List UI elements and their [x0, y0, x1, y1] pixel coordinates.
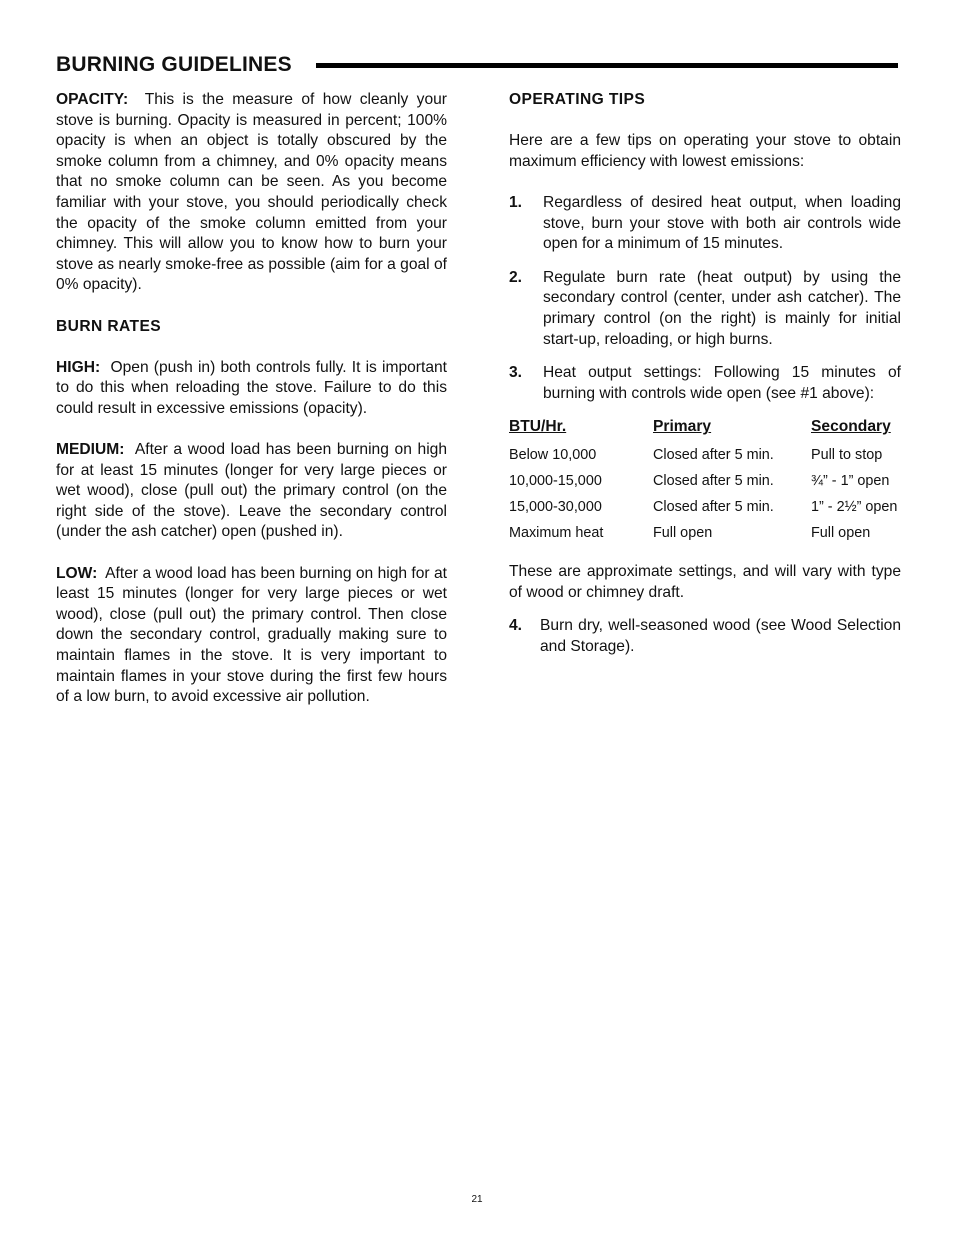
settings-note: These are approximate settings, and will vary with type of wood or chimney draft.	[509, 562, 901, 601]
burn-rates-heading: BURN RATES	[56, 317, 162, 335]
tip-item	[509, 363, 901, 404]
tip-item	[509, 268, 901, 350]
table-cell: Closed after 5 min.	[653, 446, 774, 463]
table-cell: Full open	[811, 524, 871, 541]
low-label: LOW:	[56, 564, 98, 582]
table-cell: Below 10,000	[509, 446, 597, 463]
tip-number: 2.	[509, 268, 523, 286]
table-row	[509, 442, 901, 468]
high-paragraph	[56, 358, 447, 420]
tip-number: 4.	[509, 617, 523, 635]
table-header-secondary: Secondary	[811, 418, 891, 436]
page-title: BURNING GUIDELINES	[56, 53, 292, 76]
operating-tips-intro: Here are a few tips on operating your stove to obtain maximum efficiency with lowest emissions:	[509, 132, 901, 170]
low-paragraph	[56, 564, 447, 708]
left-column	[56, 90, 447, 728]
low-text: After a wood load has been burning on high for at least 15 minutes (longer for very large pieces or wet wood), close (pull out) the primary control. Then close down the secondary control, gradually making sure to maintain flames in the stove. It is very important to maintain flames in your stove during the first few hours of a low burn, to avoid excessive air pollution.	[56, 564, 447, 706]
table-row	[509, 520, 901, 546]
table-cell: Closed after 5 min.	[653, 472, 774, 489]
tip-text: Regulate burn rate (heat output) by using the secondary control (center, under ash catcher). The primary control (on the right) is mainly for initial start-up, reloading, or high burns.	[543, 268, 901, 348]
tip-item	[509, 193, 901, 255]
opacity-text: This is the measure of how cleanly your stove is burning. Opacity is measured in percent; 100% opacity is when an object is totally obscured by the smoke column from a chimney, and 0% opacity means that no smoke column can be seen. As you become familiar with your stove, you should periodically check the opacity of the smoke column emitted from your chimney. This will allow you to know how to burn your stove as nearly smoke-free as possible (aim for a goal of 0% opacity).	[56, 91, 447, 294]
tip-item	[509, 616, 901, 657]
medium-label: MEDIUM:	[56, 441, 125, 459]
tip-text: Regardless of desired heat output, when loading stove, burn your stove with both air controls wide open for a minimum of 15 minutes.	[543, 193, 901, 253]
table-cell: 15,000-30,000	[509, 498, 602, 515]
page-number: 21	[471, 1194, 483, 1205]
high-label: HIGH:	[56, 358, 101, 376]
table-cell: Pull to stop	[811, 446, 883, 463]
tip-text: Burn dry, well-seasoned wood (see Wood Selection and Storage).	[540, 617, 901, 655]
table-cell: 10,000-15,000	[509, 472, 602, 489]
table-cell: Closed after 5 min.	[653, 498, 774, 515]
medium-paragraph	[56, 440, 447, 543]
right-column	[509, 90, 901, 670]
table-header-btu: BTU/Hr.	[509, 418, 567, 436]
table-header-primary: Primary	[653, 418, 712, 436]
table-cell: Maximum heat	[509, 524, 604, 541]
header-rule	[316, 63, 898, 68]
opacity-label: OPACITY:	[56, 91, 129, 108]
tip-number: 3.	[509, 364, 523, 382]
medium-text: After a wood load has been burning on high for at least 15 minutes (longer for very large pieces or wet wood), close (pull out) the primary control (on the right side of the stove). Leave the secondary control (under the ash catcher) open (pushed in).	[56, 441, 447, 541]
opacity-paragraph	[56, 90, 447, 296]
table-header-row	[509, 417, 901, 442]
operating-tips-heading: OPERATING TIPS	[509, 91, 646, 108]
table-cell: 1” - 2½” open	[811, 498, 898, 515]
table-cell: ¾” - 1” open	[811, 472, 890, 489]
tip-text: Heat output settings: Following 15 minutes of burning with controls wide open (see #1 above):	[543, 364, 901, 402]
tip-number: 1.	[509, 193, 523, 211]
page-header	[56, 52, 898, 78]
table-row	[509, 468, 901, 494]
table-row	[509, 494, 901, 520]
high-text: Open (push in) both controls fully. It is important to do this when reloading the stove. Failure to do this could result in excessive emissions (opacity).	[56, 358, 447, 417]
heat-output-table	[509, 417, 901, 546]
table-cell: Full open	[653, 524, 713, 541]
